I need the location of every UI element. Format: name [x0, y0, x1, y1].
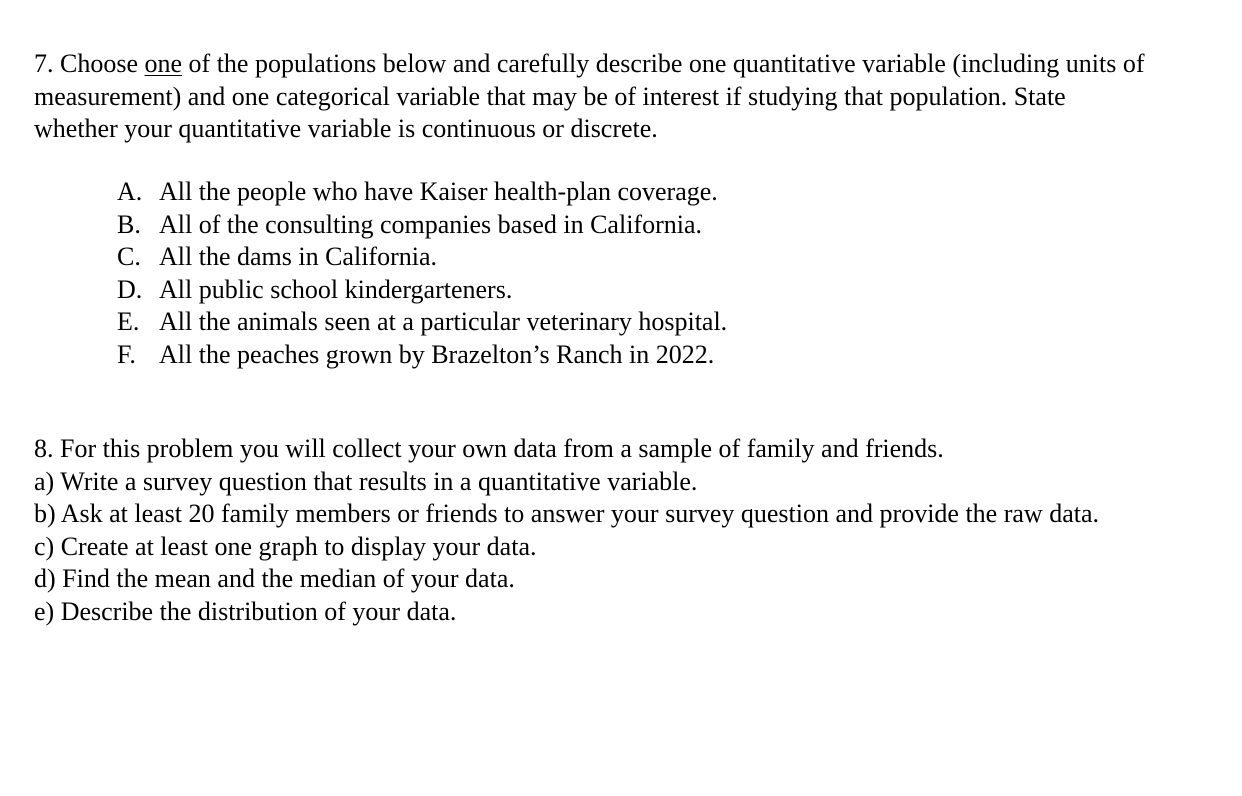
population-options-list [117, 176, 1117, 371]
option-f-text: All the peaches grown by Brazelton’s Ranch in 2022. [159, 339, 715, 369]
option-d-letter: D. [117, 274, 143, 304]
question-7-line-3: whether your quantitative variable is continuous or discrete. [34, 114, 658, 143]
option-b-letter: B. [117, 209, 141, 239]
option-f [117, 339, 1117, 372]
question-8-part-b: b) Ask at least 20 family members or friends to answer your survey question and provide the raw data. [34, 499, 1099, 528]
option-c-letter: C. [117, 242, 141, 271]
question-8-part-c: c) Create at least one graph to display your data. [34, 531, 537, 561]
option-f-letter: F. [117, 339, 136, 369]
option-b-text: All of the consulting companies based in California. [159, 209, 702, 239]
question-8-part-e: e) Describe the distribution of your data. [34, 596, 457, 626]
question-8 [34, 433, 1234, 628]
question-7-line-2: measurement) and one categorical variable that may be of interest if studying that population. State [34, 81, 1066, 111]
option-a-text: All the people who have Kaiser health-plan coverage. [159, 177, 718, 206]
option-e-letter: E. [117, 307, 140, 336]
question-8-part-d: d) Find the mean and the median of your data. [34, 564, 515, 593]
option-a [117, 176, 1117, 209]
option-e-text: All the animals seen at a particular veterinary hospital. [159, 307, 728, 336]
question-7-line-1 [34, 48, 1234, 81]
option-b [117, 209, 1117, 242]
question-8-part-a: a) Write a survey question that results in a quantitative variable. [34, 466, 698, 496]
question-8-intro: 8. For this problem you will collect your own data from a sample of family and friends. [34, 434, 944, 463]
option-e [117, 306, 1117, 339]
question-7-line-1-end: of the populations below and carefully describe one quantitative variable (including units of [182, 49, 1145, 78]
question-7 [34, 48, 1234, 146]
option-c [117, 241, 1117, 274]
option-d-text: All public school kindergarteners. [159, 274, 513, 304]
option-d [117, 274, 1117, 307]
option-a-letter: A. [117, 177, 143, 206]
question-7-line-1-start: 7. Choose [34, 49, 145, 78]
question-7-emphasis-one: one [144, 49, 183, 78]
option-c-text: All the dams in California. [159, 242, 438, 271]
